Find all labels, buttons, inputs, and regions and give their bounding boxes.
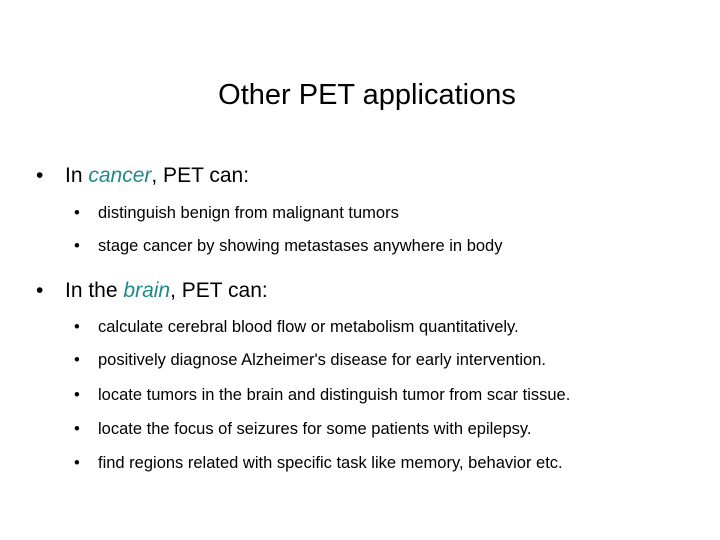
sub-bullet-text: locate tumors in the brain and distinguish tumor from scar tissue. [98, 386, 571, 404]
bullet-icon: • [74, 318, 80, 336]
slide-title: Other PET applications [218, 79, 516, 111]
sub-bullet [74, 316, 519, 338]
sub-bullet-text: stage cancer by showing metastases anywhere in body [98, 237, 503, 255]
sub-bullet-text: calculate cerebral blood flow or metabolism quantitatively. [98, 318, 519, 336]
bullet-prefix: In [65, 164, 89, 187]
sub-bullet-text: positively diagnose Alzheimer's disease for early intervention. [98, 351, 546, 369]
bullet-icon: • [74, 420, 80, 438]
bullet-icon: • [74, 351, 80, 369]
bullet-prefix: In the [65, 279, 124, 302]
sub-bullet-text: distinguish benign from malignant tumors [98, 204, 399, 222]
bullet-suffix: , PET can: [151, 164, 250, 187]
bullet-icon: • [74, 454, 80, 472]
sub-bullet [74, 418, 532, 440]
bullet-icon: • [74, 237, 80, 255]
sub-bullet [74, 202, 399, 224]
sub-bullet [74, 384, 570, 406]
keyword-cancer: cancer [88, 164, 152, 187]
sub-bullet [74, 349, 546, 371]
bullet-cancer [36, 163, 249, 189]
bullet-suffix: , PET can: [170, 279, 268, 302]
keyword-brain: brain [123, 279, 171, 302]
bullet-icon: • [74, 386, 80, 404]
sub-bullet-text: locate the focus of seizures for some patients with epilepsy. [98, 420, 532, 438]
sub-bullet-text: find regions related with specific task like memory, behavior etc. [98, 454, 563, 472]
bullet-icon: • [74, 204, 80, 222]
bullet-brain [36, 278, 268, 304]
sub-bullet [74, 452, 563, 474]
sub-bullet [74, 235, 502, 257]
bullet-icon: • [36, 279, 44, 302]
bullet-icon: • [36, 164, 44, 187]
